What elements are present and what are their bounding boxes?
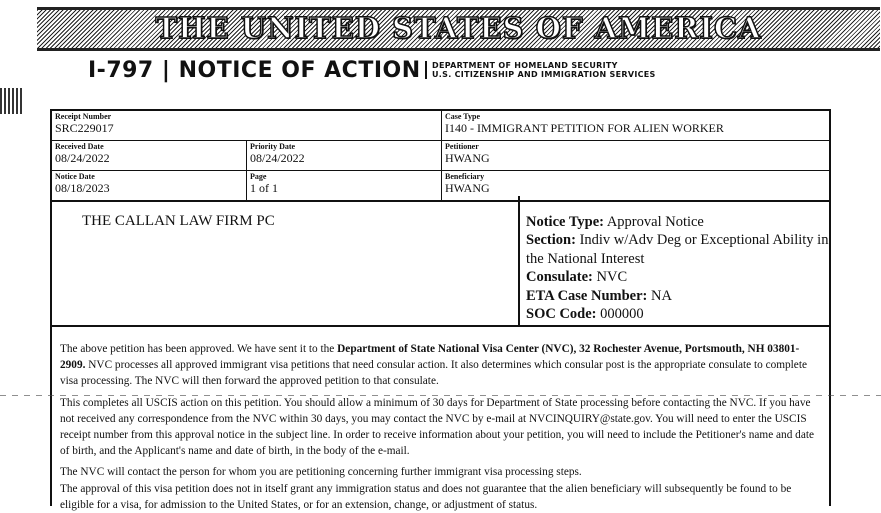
paragraph-next-steps: The NVC will contact the person for whom you are petitioning concerning further immigrant visa processing steps.	[60, 466, 582, 479]
received-date: 08/24/2022	[55, 151, 110, 165]
eta-label: ETA Case Number:	[526, 287, 648, 304]
priority-date-cell	[247, 141, 442, 170]
nvc-address: Department of State National Visa Center (NVC), 32 Rochester Avenue, Portsmouth, NH 03801-2909.	[60, 343, 800, 372]
addressee-name: THE CALLAN LAW FIRM PC	[82, 213, 275, 229]
field-label: Received Date	[55, 142, 104, 151]
receipt-number: SRC229017	[55, 121, 114, 135]
paragraph-text: The above petition has been approved. We have sent it to the	[60, 343, 338, 355]
banner	[37, 7, 880, 51]
department-block	[425, 61, 656, 79]
field-label: Notice Date	[55, 172, 95, 181]
grid-row	[52, 141, 829, 171]
petitioner-cell	[442, 141, 829, 170]
case-type: I140 - IMMIGRANT PETITION FOR ALIEN WORKER	[445, 121, 724, 135]
case-info-grid	[50, 109, 831, 202]
banner-title: THE UNITED STATES OF AMERICA	[155, 11, 762, 45]
field-label: Priority Date	[250, 142, 296, 151]
notice-type-value: Approval Notice	[606, 214, 704, 230]
consulate-line	[526, 268, 829, 286]
grid-row	[52, 111, 829, 141]
field-label: Receipt Number	[55, 112, 112, 121]
consulate-value: NVC	[596, 269, 628, 286]
received-date-cell	[52, 141, 247, 170]
notice-type-label: Notice Type:	[526, 214, 604, 230]
section-line	[526, 231, 829, 268]
field-label: Beneficiary	[445, 172, 485, 181]
addressee-box	[52, 196, 520, 325]
form-heading	[88, 58, 421, 83]
notice-body	[50, 327, 831, 511]
field-label: Page	[250, 172, 267, 181]
paragraph-approval	[60, 341, 821, 390]
notice-summary	[50, 196, 831, 327]
paragraph-disclaimer: The approval of this visa petition does not in itself grant any immigration status and does not guarantee that the alien beneficiary will subsequently be found to be eligible for a visa, for admission to the United States, or for an extension, change, or adjustment of status.	[60, 482, 792, 511]
receipt-number-cell	[52, 111, 442, 140]
field-label: Petitioner	[445, 142, 479, 151]
notice-date: 08/18/2023	[55, 181, 110, 195]
consulate-label: Consulate:	[526, 269, 593, 286]
paragraph-text: NVC processes all approved immigrant visa petitions that need consular action. It also determines which consular post is the appropriate consulate to complete visa processing. The NVC will then forward the approved petition to that consulate.	[60, 359, 807, 388]
notice-details	[520, 196, 829, 325]
form-title: NOTICE OF ACTION	[178, 58, 421, 83]
soc-line	[526, 305, 829, 323]
scan-artifact-line	[0, 395, 881, 396]
dept-line1: DEPARTMENT OF HOMELAND SECURITY	[432, 61, 618, 70]
field-label: Case Type	[445, 112, 481, 121]
form-number: I-797	[88, 58, 154, 83]
soc-label: SOC Code:	[526, 306, 597, 323]
case-type-cell	[442, 111, 829, 140]
priority-date: 08/24/2022	[250, 151, 305, 165]
eta-line	[526, 287, 829, 305]
section-label: Section:	[526, 232, 576, 249]
soc-value: 000000	[600, 306, 644, 323]
paragraph-nvc-contact: This completes all USCIS action on this petition. You should allow a minimum of 30 days for Department of State processing before contacting the NVC. If you have not received any correspondence from the NVC within 30 days, you may contact the NVC by e-mail at NVCINQUIRY@state.gov. You will need to enter the USCIS receipt number from this approval notice in the subject line. In order to receive information about your petition, you will need to include the Petitioner's name and date of birth, and the Applicant's name and date of birth, in the body of the e-mail.	[60, 396, 814, 458]
eta-value: NA	[651, 287, 672, 304]
notice-type-line	[526, 213, 829, 231]
page-number: 1 of 1	[250, 181, 278, 195]
barcode-icon	[0, 88, 22, 114]
beneficiary: HWANG	[445, 181, 490, 195]
heading-divider: |	[161, 58, 179, 83]
section-value: Indiv w/Adv Deg or Exceptional Ability in the National Interest	[526, 232, 829, 267]
petitioner: HWANG	[445, 151, 490, 165]
dept-line2: U.S. CITIZENSHIP AND IMMIGRATION SERVICES	[432, 70, 656, 79]
